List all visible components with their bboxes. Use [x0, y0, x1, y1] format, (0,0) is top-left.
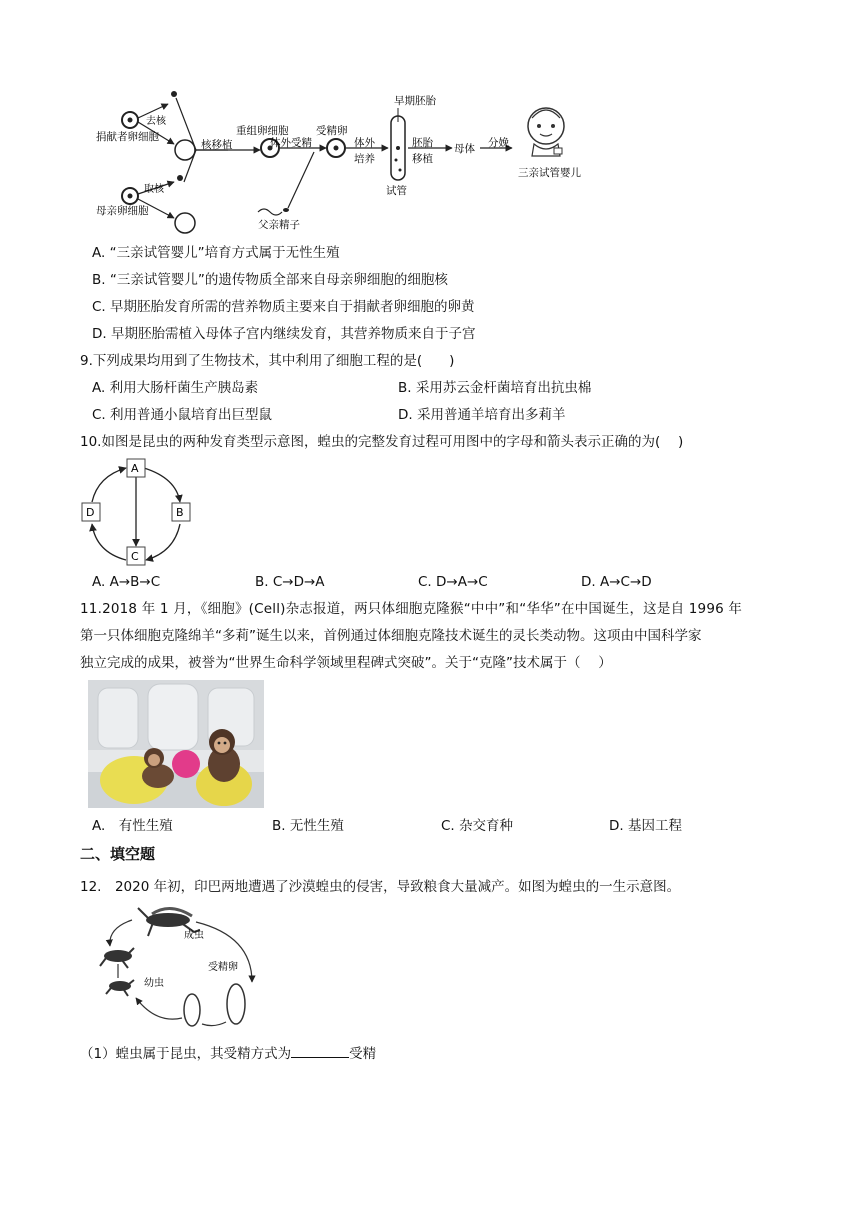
egg-right	[227, 984, 245, 1024]
label-culture-2: 培养	[354, 153, 375, 165]
donor-egg-nucleus	[128, 118, 133, 123]
taken-nucleus-dot	[177, 175, 183, 181]
removed-nucleus-dot	[171, 91, 177, 97]
box-b-label: B	[176, 506, 184, 519]
label-embryo-2: 移植	[412, 153, 433, 165]
q11-option-a: A. 有性生殖	[92, 818, 173, 834]
q8-option-d: D. 早期胚胎需植入母体子宫内继续发育，其营养物质来自于子宫	[92, 326, 476, 342]
q8-option-a: A. “三亲试管婴儿”培育方式属于无性生殖	[92, 245, 340, 261]
q10-option-b: B. C→D→A	[255, 574, 325, 590]
locust-life-cycle-diagram	[96, 900, 266, 1032]
label-childbirth: 分娩	[488, 137, 509, 149]
q11-stem-line3: 独立完成的成果，被誉为“世界生命科学领域里程碑式突破”。关于“克隆”技术属于（ ）	[80, 655, 612, 671]
q11-stem-line2: 第一只体细胞克隆绵羊“多莉”诞生以来，首例通过体细胞克隆技术诞生的灵长类动物。这项由中国科学家	[80, 628, 702, 644]
small-nymph-icon	[106, 980, 134, 996]
q11-option-d: D. 基因工程	[609, 818, 682, 834]
label-early-embryo: 早期胚胎	[394, 95, 436, 107]
label-donor-egg: 捐献者卵细胞	[96, 131, 159, 143]
label-fertilized-egg: 受精卵	[316, 125, 348, 137]
box-a-label: A	[131, 462, 139, 475]
label-adult: 成虫	[184, 930, 204, 941]
mother-egg-nucleus	[128, 194, 133, 199]
q12-sub1-prefix: （1）蝗虫属于昆虫，其受精方式为	[80, 1046, 292, 1062]
cloned-monkeys-photo	[88, 680, 264, 808]
label-mother-egg: 母亲卵细胞	[96, 205, 149, 217]
label-mother-body: 母体	[454, 143, 475, 155]
q9-stem: 9.下列成果均用到了生物技术，其中利用了细胞工程的是( )	[80, 353, 455, 369]
q8-option-b: B. “三亲试管婴儿”的遗传物质全部来自母亲卵细胞的细胞核	[92, 272, 448, 288]
label-egg: 受精卵	[208, 962, 238, 973]
large-nymph-icon	[100, 948, 134, 968]
insect-development-diagram	[78, 456, 198, 572]
q12-sub1-blank[interactable]	[291, 1043, 349, 1058]
q9-option-c: C. 利用普通小鼠培育出巨型鼠	[92, 407, 273, 423]
q10-stem: 10.如图是昆虫的两种发育类型示意图，蝗虫的完整发育过程可用图中的字母和箭头表示正确的为( )	[80, 434, 684, 450]
q11-option-b: B. 无性生殖	[272, 818, 344, 834]
q11-option-c: C. 杂交育种	[441, 818, 514, 834]
q12-stem: 12. 2020 年初，印巴两地遭遇了沙漠蝗虫的侵害，导致粮食大量减产。如图为蝗虫的一生示意图。	[80, 879, 681, 895]
fertilized-egg-nucleus	[334, 146, 339, 151]
q9-option-d: D. 采用普通羊培育出多莉羊	[398, 407, 566, 423]
q9-option-b: B. 采用苏云金杆菌培育出抗虫棉	[398, 380, 592, 396]
q11-stem-line1: 11.2018 年 1 月，《细胞》(Cell)杂志报道，两只体细胞克隆猴“中中”和“华华”在中国诞生，这是自 1996 年	[80, 601, 743, 617]
section-title-fill-blank: 二、填空题	[80, 845, 156, 863]
q10-option-a: A. A→B→C	[92, 574, 161, 590]
father-sperm-shape	[258, 209, 282, 215]
label-baby: 三亲试管婴儿	[518, 167, 581, 179]
box-c-label: C	[131, 550, 139, 563]
enucleated-egg	[175, 140, 195, 160]
label-test-tube: 试管	[386, 185, 407, 197]
q9-option-a: A. 利用大肠杆菌生产胰岛素	[92, 380, 259, 396]
mother-egg-remaining	[175, 213, 195, 233]
egg-left	[184, 994, 200, 1026]
label-embryo-1: 胚胎	[412, 137, 433, 149]
label-ivf: 体外受精	[270, 137, 312, 149]
baby-icon	[528, 108, 564, 156]
q12-sub1-suffix: 受精	[349, 1046, 377, 1062]
q10-option-c: C. D→A→C	[418, 574, 488, 590]
label-father-sperm: 父亲精子	[258, 219, 300, 231]
label-nuclear-transfer: 核移植	[201, 139, 233, 151]
label-remove-nucleus: 去核	[146, 116, 166, 127]
q8-option-c: C. 早期胚胎发育所需的营养物质主要来自于捐献者卵细胞的卵黄	[92, 299, 475, 315]
label-nymph: 幼虫	[144, 978, 164, 989]
box-d-label: D	[86, 506, 95, 519]
q10-option-d: D. A→C→D	[581, 574, 652, 590]
label-recombinant-egg: 重组卵细胞	[236, 125, 289, 137]
label-take-nucleus: 取核	[144, 184, 164, 195]
three-parent-ivf-diagram	[88, 86, 608, 236]
q12-sub1	[80, 1043, 376, 1063]
label-culture-1: 体外	[354, 137, 375, 149]
